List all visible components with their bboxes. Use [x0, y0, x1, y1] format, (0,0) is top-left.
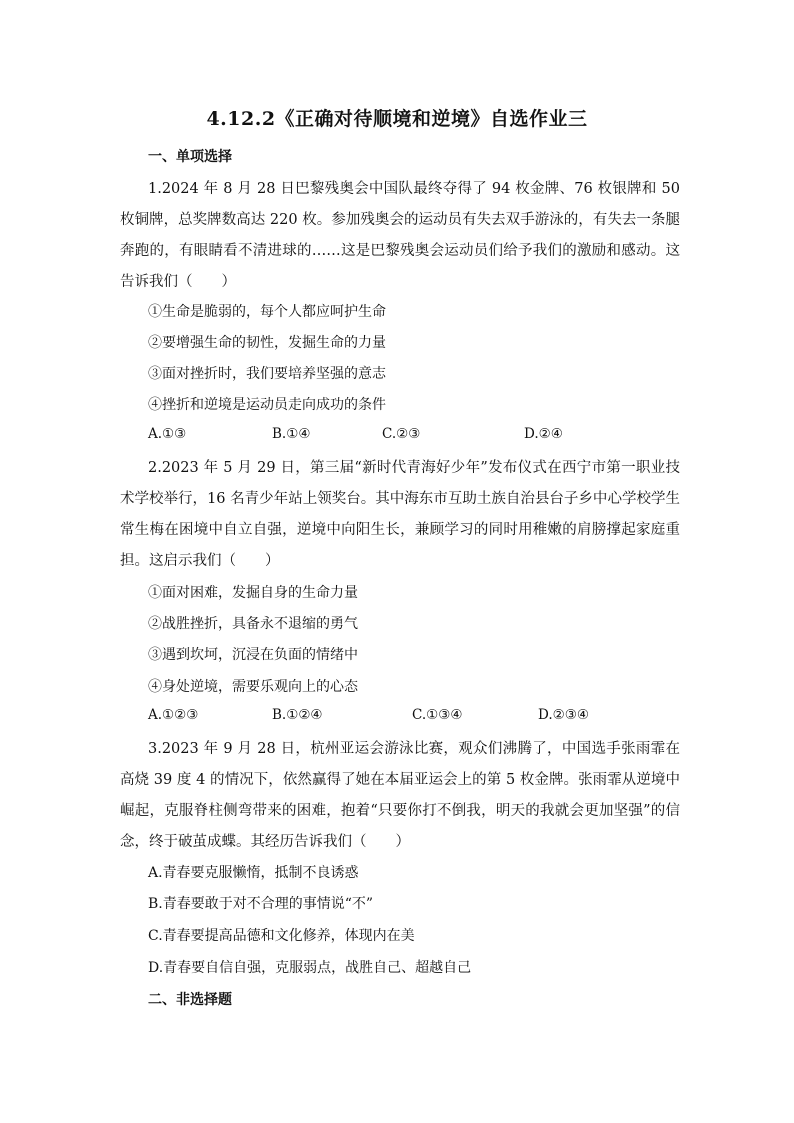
section-heading-non-choice: 二、非选择题	[148, 992, 232, 1008]
q1-statement-4: ④挫折和逆境是运动员走向成功的条件	[148, 397, 386, 413]
q2-option-a[interactable]: A.①②③	[148, 707, 199, 723]
q3-option-b[interactable]: B.青春要敢于对不合理的事情说“不”	[148, 896, 374, 912]
q3-option-c[interactable]: C.青春要提高品德和文化修养，体现内在美	[148, 928, 415, 944]
q2-statement-2: ②战胜挫折，具备永不退缩的勇气	[148, 616, 358, 632]
q2-option-c[interactable]: C.①③④	[412, 707, 463, 723]
q1-statement-2: ②要增强生命的韧性，发掘生命的力量	[148, 335, 386, 351]
q1-statement-1: ①生命是脆弱的，每个人都应呵护生命	[148, 304, 386, 320]
q2-statement-4: ④身处逆境，需要乐观向上的心态	[148, 679, 358, 695]
q2-statement-3: ③遇到坎坷，沉浸在负面的情绪中	[148, 647, 358, 663]
q3-option-d[interactable]: D.青春要自信自强，克服弱点，战胜自己、超越自己	[148, 960, 472, 976]
q2-statement-1: ①面对困难，发掘自身的生命力量	[148, 585, 358, 601]
question-1-stem: 1.2024 年 8 月 28 日巴黎残奥会中国队最终夺得了 94 枚金牌、76 枚银牌和 50 枚铜牌，总奖牌数高达 220 枚。参加残奥会的运动员有失去双手游泳的，有失去一条腿奔跑的，有眼睛看不清进球的……这是巴黎残奥会运动员们给予我们的激励和感动。这告诉我们（ ）	[120, 181, 680, 290]
question-2-stem: 2.2023 年 5 月 29 日，第三届“新时代青海好少年”发布仪式在西宁市第一职业技术学校举行，16 名青少年站上领奖台。其中海东市互助土族自治县台子乡中心学校学生常生梅在困境中自立自强，逆境中向阳生长，兼顾学习的同时用稚嫩的肩膀撑起家庭重担。这启示我们（ ）	[120, 460, 680, 569]
q2-option-d[interactable]: D.②③④	[538, 707, 589, 723]
q1-option-b[interactable]: B.①④	[272, 426, 311, 442]
section-heading-single-choice: 一、单项选择	[148, 149, 232, 165]
q1-statement-3: ③面对挫折时，我们要培养坚强的意志	[148, 366, 386, 382]
page-title: 4.12.2《正确对待顺境和逆境》自选作业三	[206, 108, 588, 130]
question-3-stem: 3.2023 年 9 月 28 日，杭州亚运会游泳比赛，观众们沸腾了，中国选手张雨霏在高烧 39 度 4 的情况下，依然赢得了她在本届亚运会上的第 5 枚金牌。张雨霏从逆境中崛起，克服脊柱侧弯带来的困难，抱着“只要你打不倒我，明天的我就会更加坚强”的信念，终于破茧成蝶。其经历告诉我们（ ）	[120, 741, 680, 850]
q2-option-b[interactable]: B.①②④	[272, 707, 323, 723]
q1-option-d[interactable]: D.②④	[524, 426, 563, 442]
q1-option-a[interactable]: A.①③	[148, 426, 187, 442]
q1-option-c[interactable]: C.②③	[382, 426, 421, 442]
q3-option-a[interactable]: A.青春要克服懒惰，抵制不良诱惑	[148, 865, 359, 881]
